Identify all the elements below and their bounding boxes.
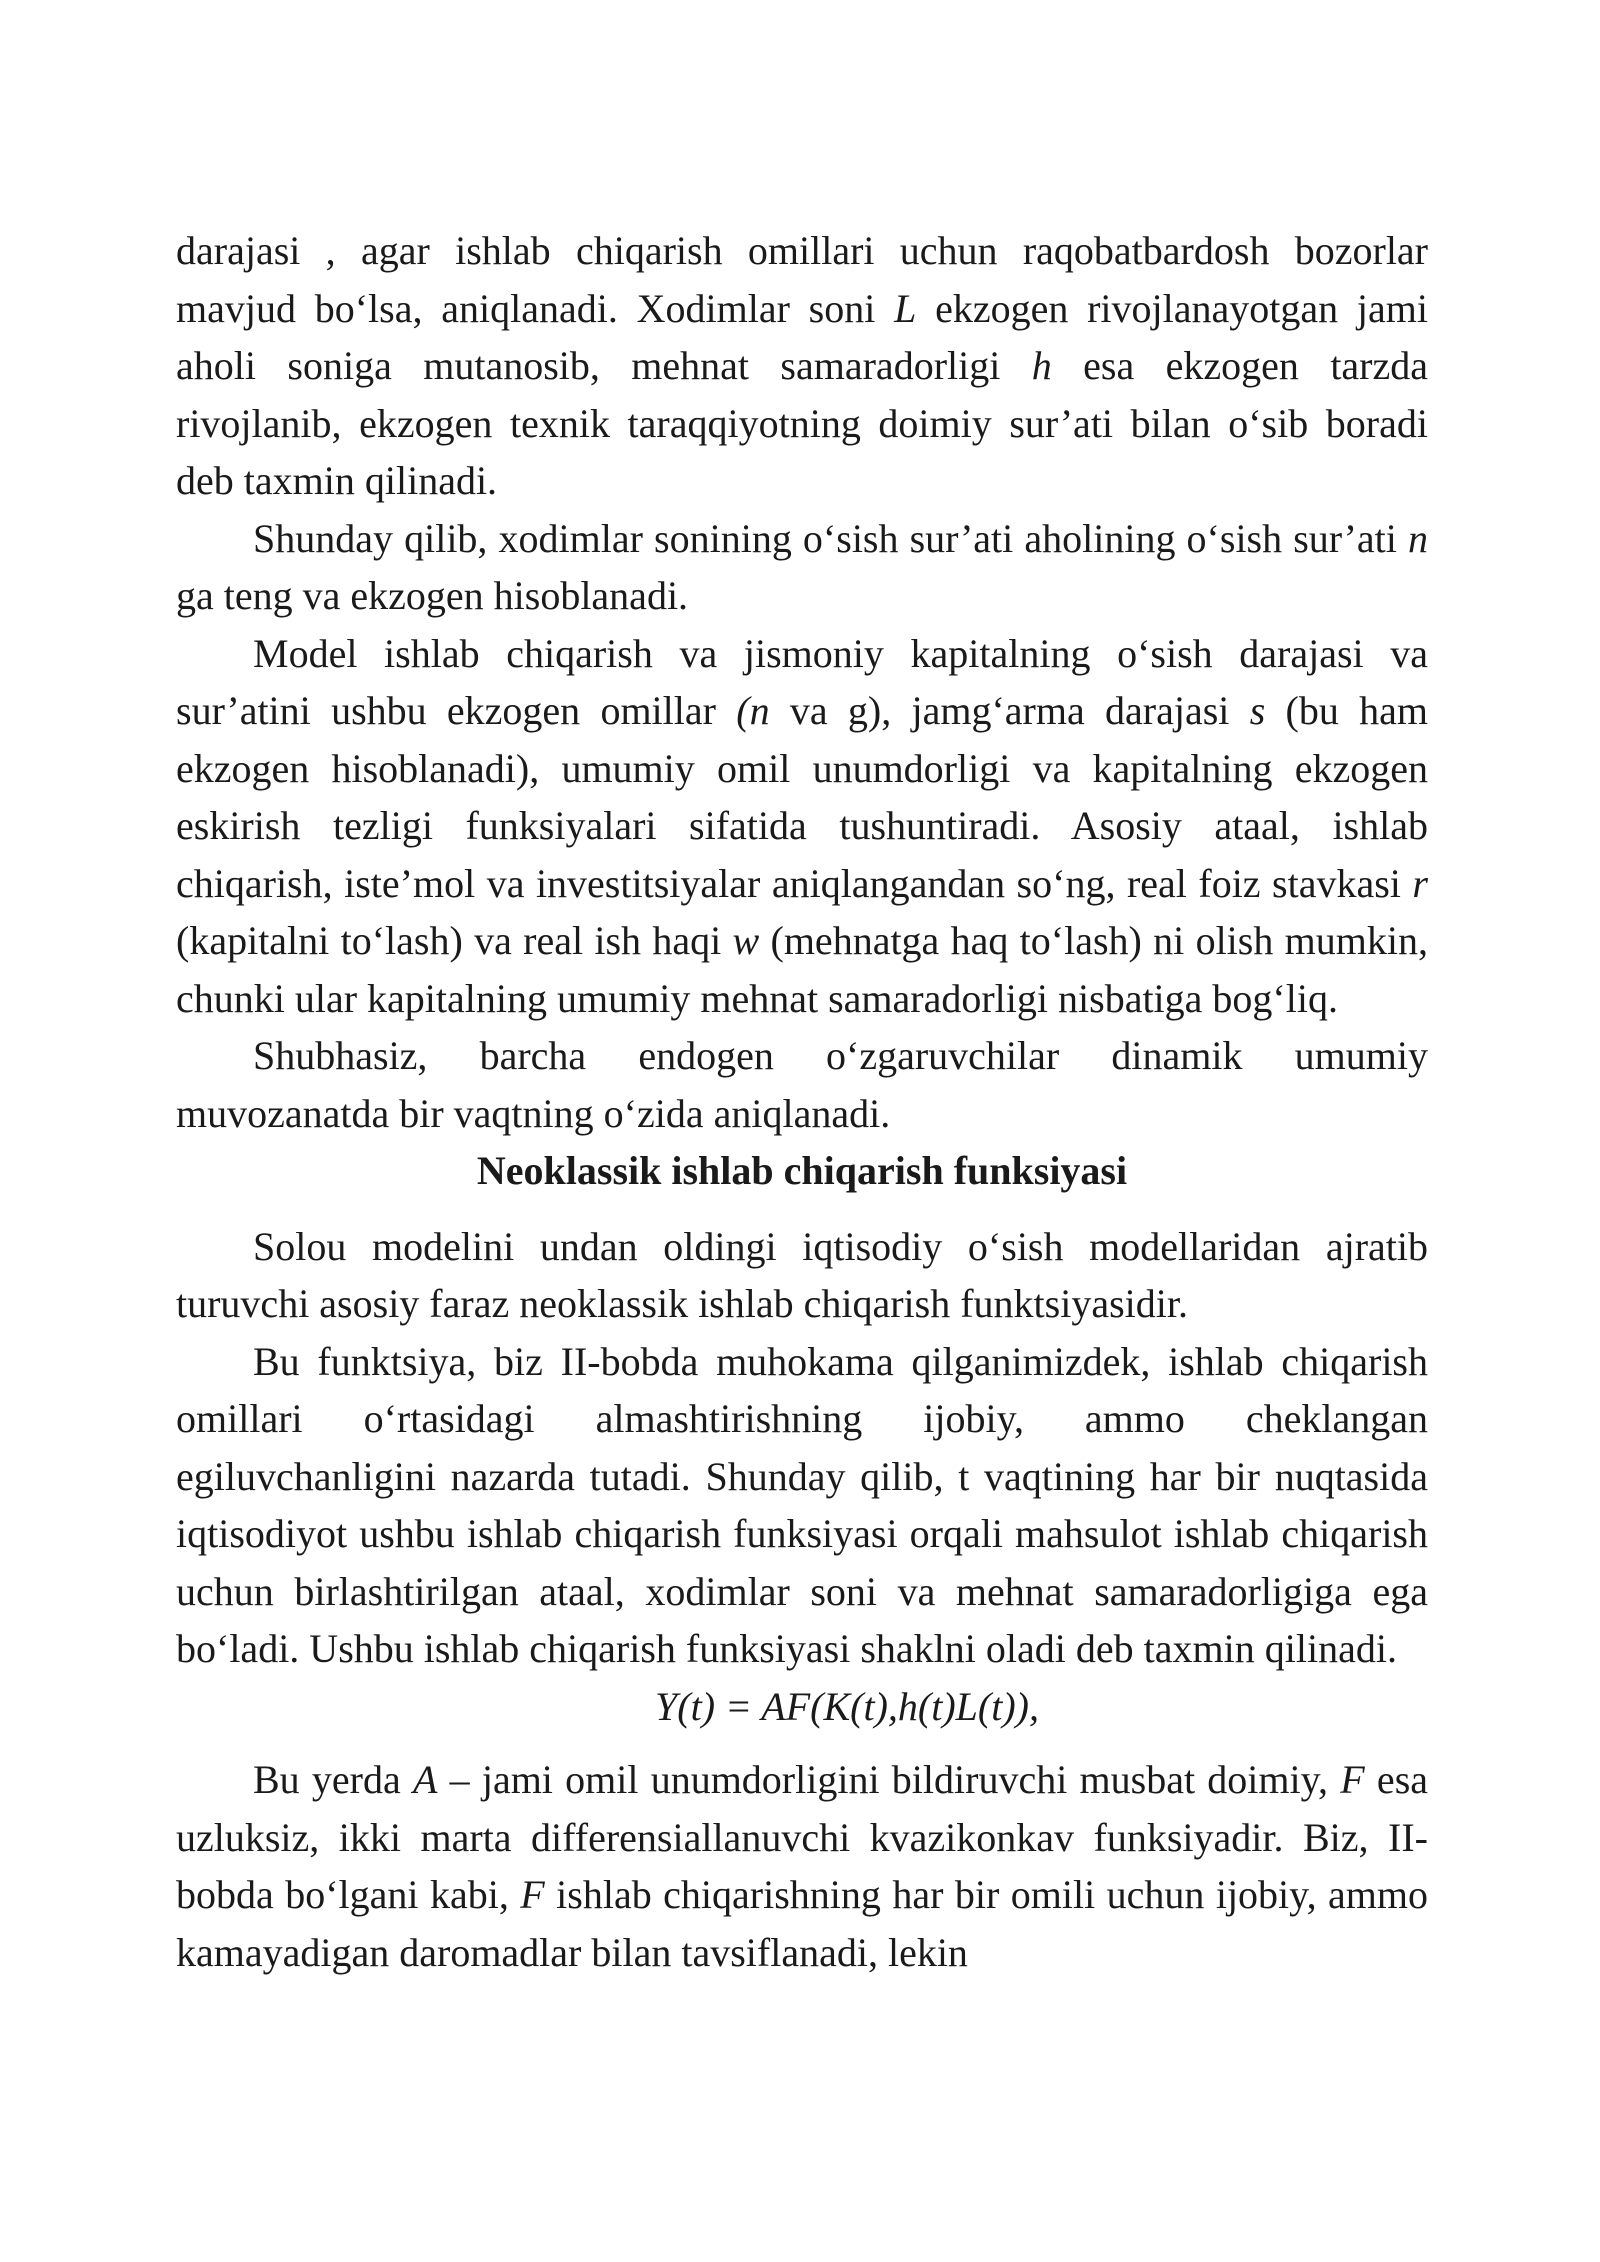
variable-w: w — [732, 918, 760, 963]
paragraph-text: darajasi , agar ishlab chiqarish omillari uchun raqobatbardosh bozorlar mavjud bo‘lsa, aniqlanadi. Xodimlar soni — [176, 228, 1428, 331]
variable-n: n — [1408, 515, 1428, 561]
paragraph-1 — [176, 222, 1428, 510]
text-block — [176, 222, 1428, 1981]
paragraph-6: Bu funktsiya, biz II-bobda muhokama qilganimizdek, ishlab chiqarish omillari o‘rtasidagi almashtirishning ijobiy, ammo cheklangan egiluvchanligini nazarda tutadi. Shunday qilib, t vaqtining har bir nuqtasida iqtisodiyot ushbu ishlab chiqarish funksiyasi orqali mahsulot ishlab chiqarish uchun birlashtirilgan ataal, xodimlar soni va mehnat samaradorligiga ega bo‘ladi. Ushbu ishlab chiqarish funksiyasi shaklni oladi deb taxmin qilinadi. — [176, 1338, 1428, 1671]
variable-s: s — [1249, 688, 1266, 733]
variable-h: h — [1031, 343, 1052, 388]
formula-text: Y(t) = AF(K(t),h(t)L(t)), — [655, 1683, 1039, 1729]
variable-F: F — [520, 1872, 545, 1917]
variable-L: L — [894, 285, 917, 331]
paragraph-2 — [176, 510, 1428, 625]
paragraph-text: (kapitalni to‘lash) va real ish haqi — [176, 918, 733, 963]
paragraph-3 — [176, 625, 1428, 1028]
paragraph-text: ishlab chiqarishning har bir omili uchun ijobiy, ammo kamayadigan daromadlar bilan tavsiflanadi, lekin — [176, 1872, 1429, 1975]
paragraph-text: – jami omil unumdorligini bildiruvchi musbat doimiy, — [437, 1757, 1341, 1802]
variable-A: A — [412, 1757, 438, 1802]
paragraph-text: va g), jamg‘arma darajasi — [769, 688, 1250, 733]
variable-n: (n — [736, 688, 770, 733]
variable-F: F — [1340, 1757, 1365, 1802]
paragraph-4: Shubhasiz, barcha endogen o‘zgaruvchilar dinamik umumiy muvozanatda bir vaqtning o‘zida aniqlanadi. — [176, 1033, 1428, 1136]
variable-r: r — [1412, 860, 1428, 906]
paragraph-7 — [176, 1751, 1428, 1981]
section-heading: Neoklassik ishlab chiqarish funksiyasi — [476, 1148, 1128, 1193]
paragraph-text: Model ishlab chiqarish va jismoniy kapitalning o‘sish darajasi va sur’atini ushbu ekzogen omillar — [176, 630, 1428, 733]
paragraph-text: esa ekzogen tarzda rivojlanib, ekzogen texnik taraqqiyotning doimiy sur’ati bilan o‘sib boradi deb taxmin qilinadi. — [176, 343, 1429, 503]
paragraph-text: Shunday qilib, xodimlar sonining o‘sish sur’ati aholining o‘sish sur’ati — [253, 515, 1408, 561]
paragraph-text: (mehnatga haq to‘lash) ni olish mumkin, chunki ular kapitalning umumiy mehnat samaradorligi nisbatiga bog‘liq. — [176, 918, 1428, 1021]
paragraph-text: ga teng va ekzogen hisoblanadi. — [176, 573, 689, 618]
paragraph-text: Bu yerda — [253, 1757, 413, 1802]
paragraph-5: Solou modelini undan oldingi iqtisodiy o‘sish modellaridan ajratib turuvchi asosiy faraz neoklassik ishlab chiqarish funktsiyasidir. — [176, 1223, 1428, 1326]
paragraph-text: ekzogen rivojlanayotgan jami aholi soniga mutanosib, mehnat samaradorligi — [176, 285, 1428, 388]
formula — [176, 1678, 1428, 1736]
paragraph-text: esa uzluksiz, ikki marta differensiallanuvchi kvazikonkav funksiyadir. Biz, II-bobda bo‘lgani kabi, — [176, 1757, 1429, 1917]
paragraph-text: (bu ham ekzogen hisoblanadi), umumiy omil unumdorligi va kapitalning ekzogen eskirish tezligi funksiyalari sifatida tushuntiradi. Asosiy ataal, ishlab chiqarish, iste’mol va investitsiyalar aniqlangandan so‘ng, real foiz stavkasi — [176, 688, 1429, 906]
